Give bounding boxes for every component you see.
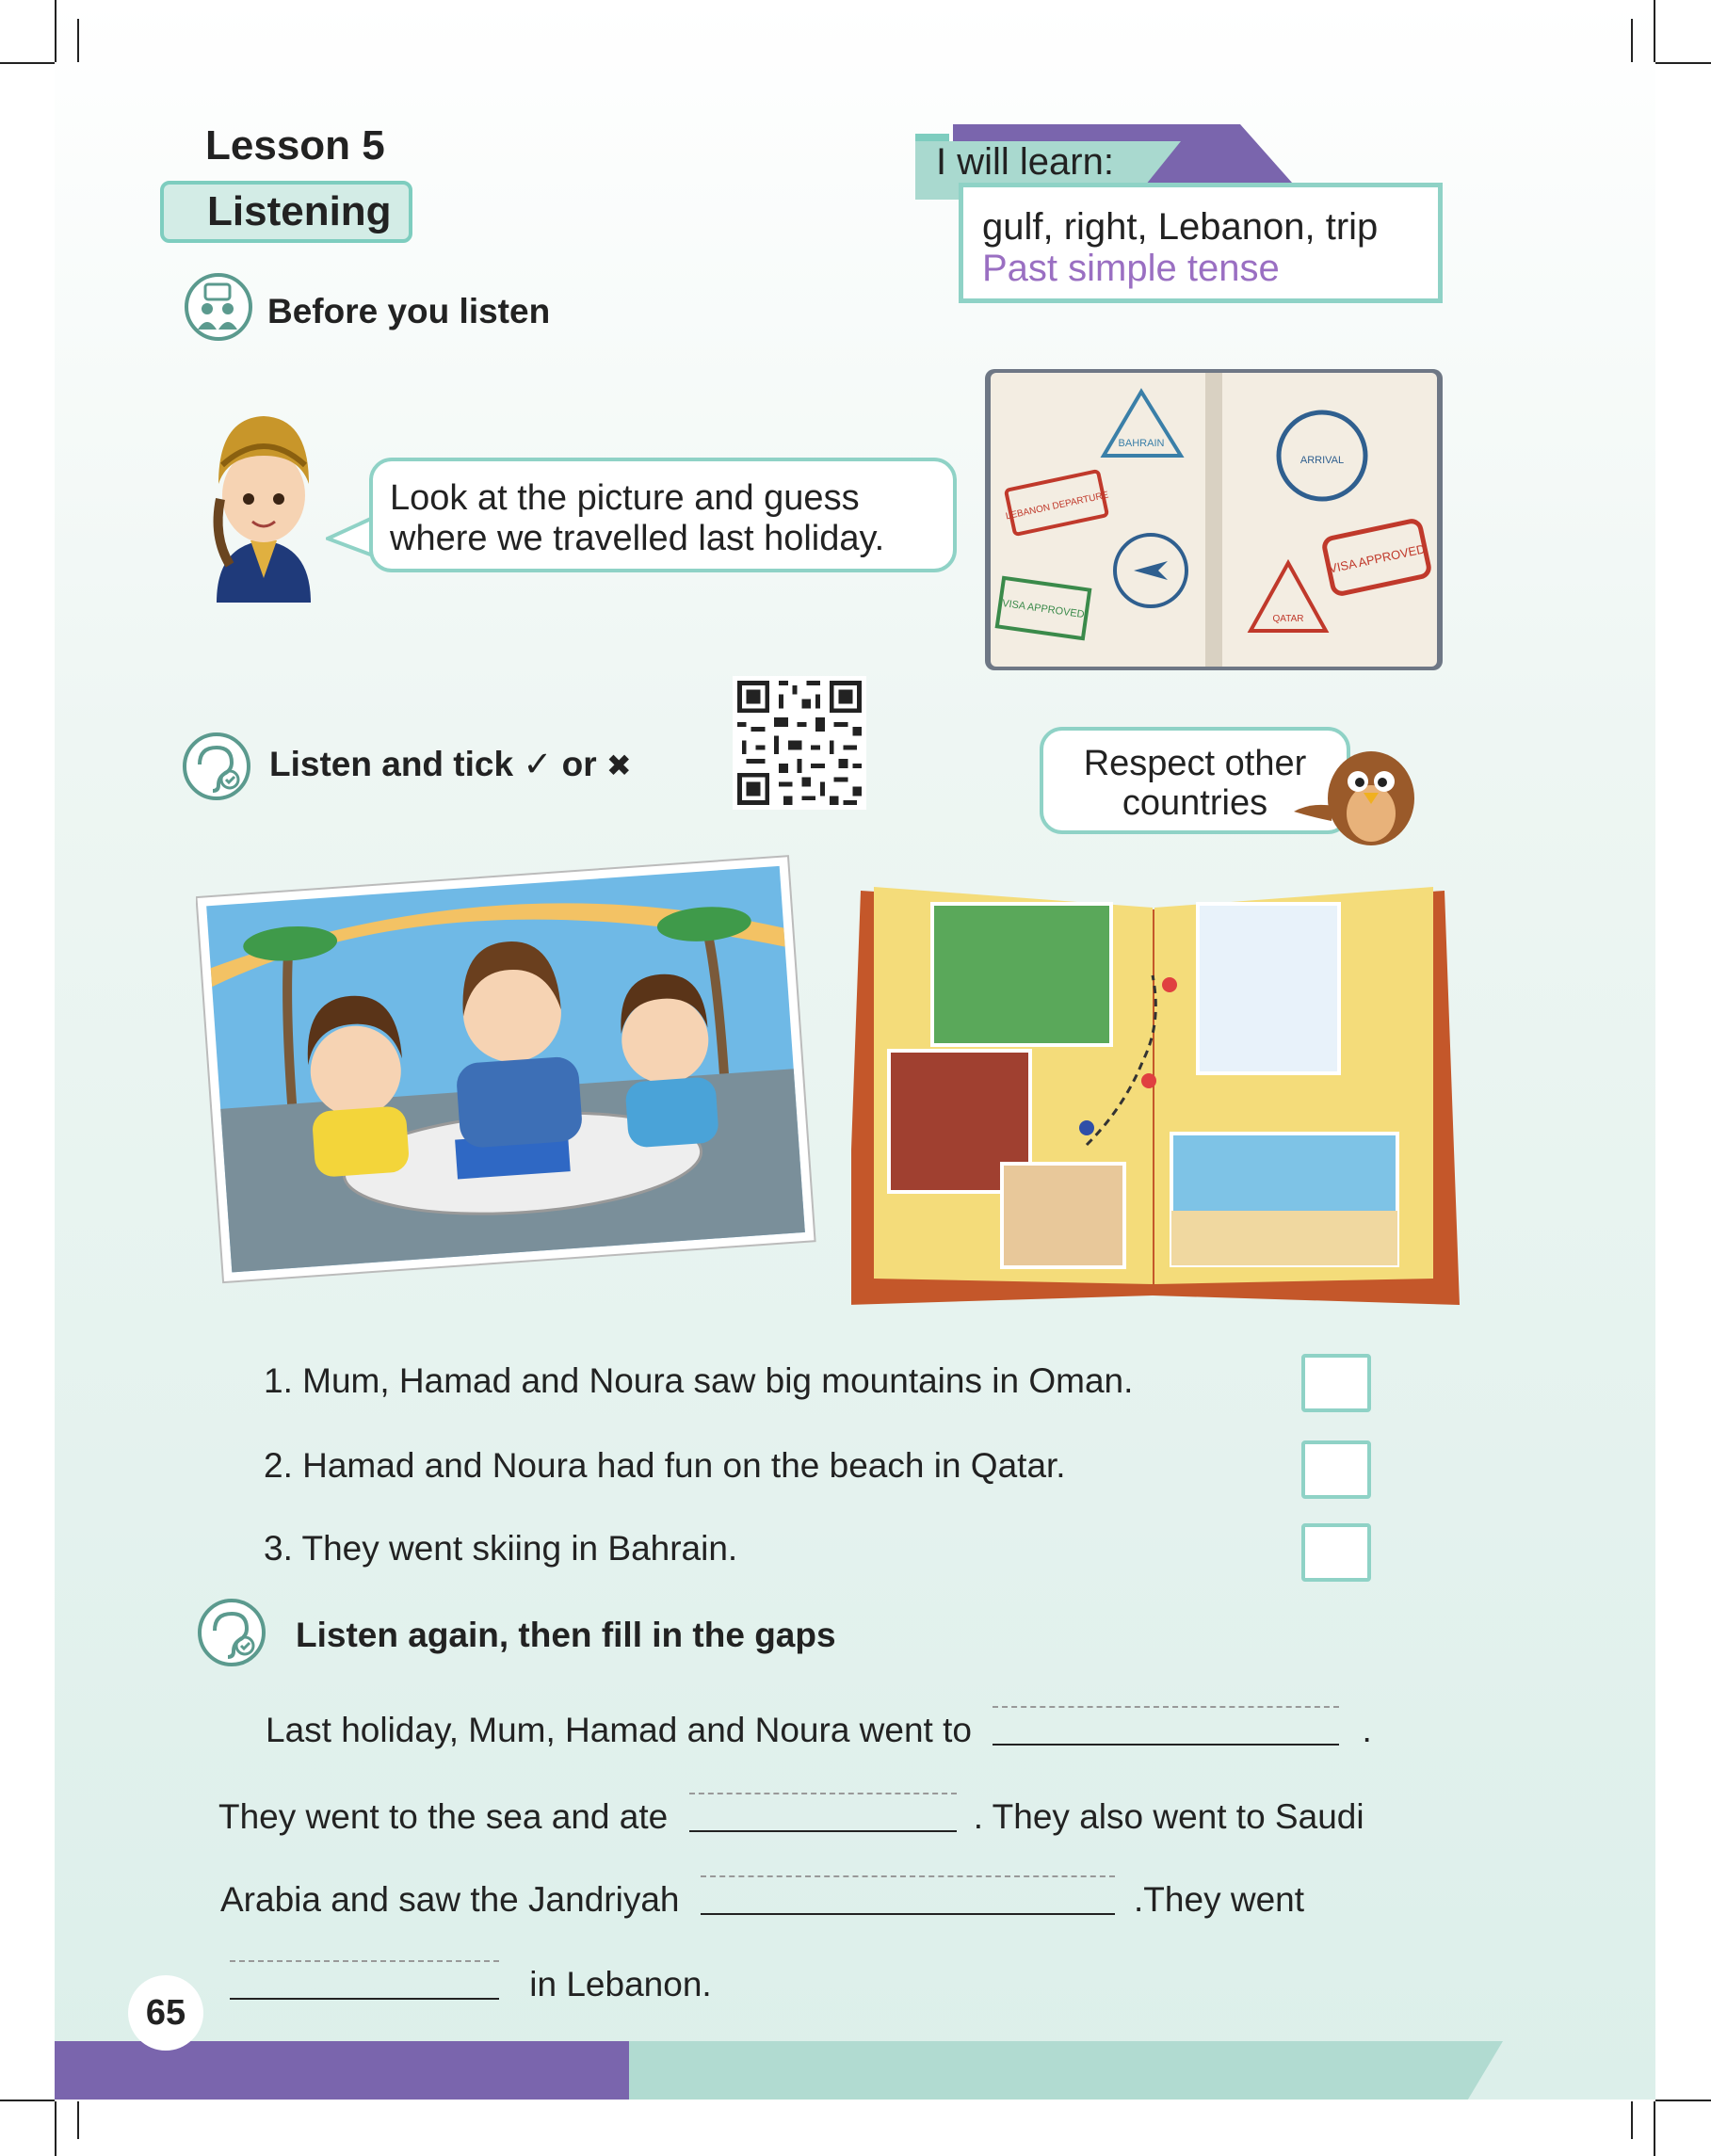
- footer-bar-teal: [629, 2041, 1503, 2100]
- learn-grammar: Past simple tense: [982, 248, 1280, 289]
- gap-end-1: .: [1362, 1711, 1372, 1749]
- before-listen-title: Before you listen: [267, 292, 551, 330]
- crop-mark: [77, 19, 79, 62]
- cross-icon: ✖: [605, 748, 632, 782]
- gap-text-2: They went to the sea and ate: [218, 1797, 669, 1836]
- page-number: 65: [128, 1975, 203, 2051]
- crop-mark: [55, 2101, 56, 2156]
- gap-blank-2[interactable]: [689, 1791, 957, 1828]
- footer-bar-purple: [55, 2041, 629, 2100]
- listening-again-icon: [198, 1599, 266, 1666]
- gap-sentence-1: [266, 1704, 1372, 1750]
- crop-mark: [1631, 19, 1633, 62]
- learn-words: gulf, right, Lebanon, trip: [982, 206, 1379, 248]
- gap-end-4: in Lebanon.: [529, 1965, 712, 2003]
- answer-box-1[interactable]: [1301, 1354, 1371, 1412]
- statement-3: 3. They went skiing in Bahrain.: [264, 1529, 738, 1568]
- stamp-lebanon: LEBANON DEPARTURE: [1005, 490, 1110, 523]
- crop-mark: [1655, 2100, 1711, 2101]
- crop-mark: [1631, 2101, 1633, 2139]
- speech-tail: [326, 516, 373, 557]
- lesson-title: Lesson 5: [205, 122, 385, 169]
- skill-tag: Listening: [160, 181, 412, 243]
- crop-mark: [1654, 0, 1655, 62]
- answer-box-2[interactable]: [1301, 1440, 1371, 1499]
- falcon-mascot-illustration: [1281, 738, 1422, 847]
- travel-album-illustration: [851, 862, 1469, 1307]
- discussion-icon: [185, 273, 252, 341]
- gap-end-2: . They also went to Saudi: [973, 1797, 1364, 1836]
- crop-mark: [1654, 2101, 1655, 2156]
- or-label: or: [561, 745, 597, 783]
- stamp-visa-1: VISA APPROVED: [1001, 597, 1086, 621]
- crop-mark: [0, 62, 55, 64]
- speech-line-2: where we travelled last holiday.: [390, 519, 885, 558]
- gap-text-1: Last holiday, Mum, Hamad and Noura went to: [266, 1711, 972, 1749]
- listen-tick-label: Listen and tick: [269, 745, 514, 783]
- passport-stamps-illustration: [981, 365, 1446, 674]
- speech-bubble: [369, 458, 957, 572]
- crop-mark: [55, 0, 56, 62]
- gap-text-3: Arabia and saw the Jandriyah: [220, 1880, 680, 1919]
- learn-label: I will learn:: [936, 141, 1114, 183]
- crop-mark: [77, 2101, 79, 2139]
- value-line-1: Respect other: [1083, 744, 1307, 783]
- learn-box: [959, 183, 1443, 303]
- gap-end-3: .They went: [1134, 1880, 1305, 1919]
- answer-box-3[interactable]: [1301, 1523, 1371, 1582]
- girl-character-illustration: [198, 409, 330, 603]
- stamp-bahrain: BAHRAIN: [1118, 438, 1165, 449]
- gap-blank-4[interactable]: [230, 1958, 499, 1996]
- stamp-arrival: ARRIVAL: [1299, 455, 1345, 466]
- listening-icon: [183, 732, 250, 800]
- gap-sentence-3: [220, 1874, 1304, 1920]
- qr-code-icon[interactable]: [733, 676, 866, 810]
- gap-sentence-2: [218, 1791, 1364, 1837]
- fill-gaps-title: Listen again, then fill in the gaps: [296, 1616, 836, 1654]
- gap-sentence-4: [230, 1958, 712, 2004]
- crop-mark: [0, 2100, 55, 2101]
- gap-blank-1[interactable]: [993, 1704, 1339, 1742]
- stamp-qatar: QATAR: [1272, 614, 1304, 624]
- speech-line-1: Look at the picture and guess: [390, 478, 860, 518]
- crop-mark: [1655, 62, 1711, 64]
- family-cafe-photo: [196, 853, 832, 1284]
- listen-tick-title: [269, 744, 632, 784]
- gap-blank-3[interactable]: [701, 1874, 1115, 1911]
- tick-icon: ✓: [523, 745, 553, 783]
- stamp-visa-2: VISA APPROVED: [1327, 541, 1427, 576]
- value-line-2: countries: [1122, 783, 1268, 823]
- statement-1: 1. Mum, Hamad and Noura saw big mountains in Oman.: [264, 1361, 1134, 1400]
- statement-2: 2. Hamad and Noura had fun on the beach in Qatar.: [264, 1446, 1066, 1485]
